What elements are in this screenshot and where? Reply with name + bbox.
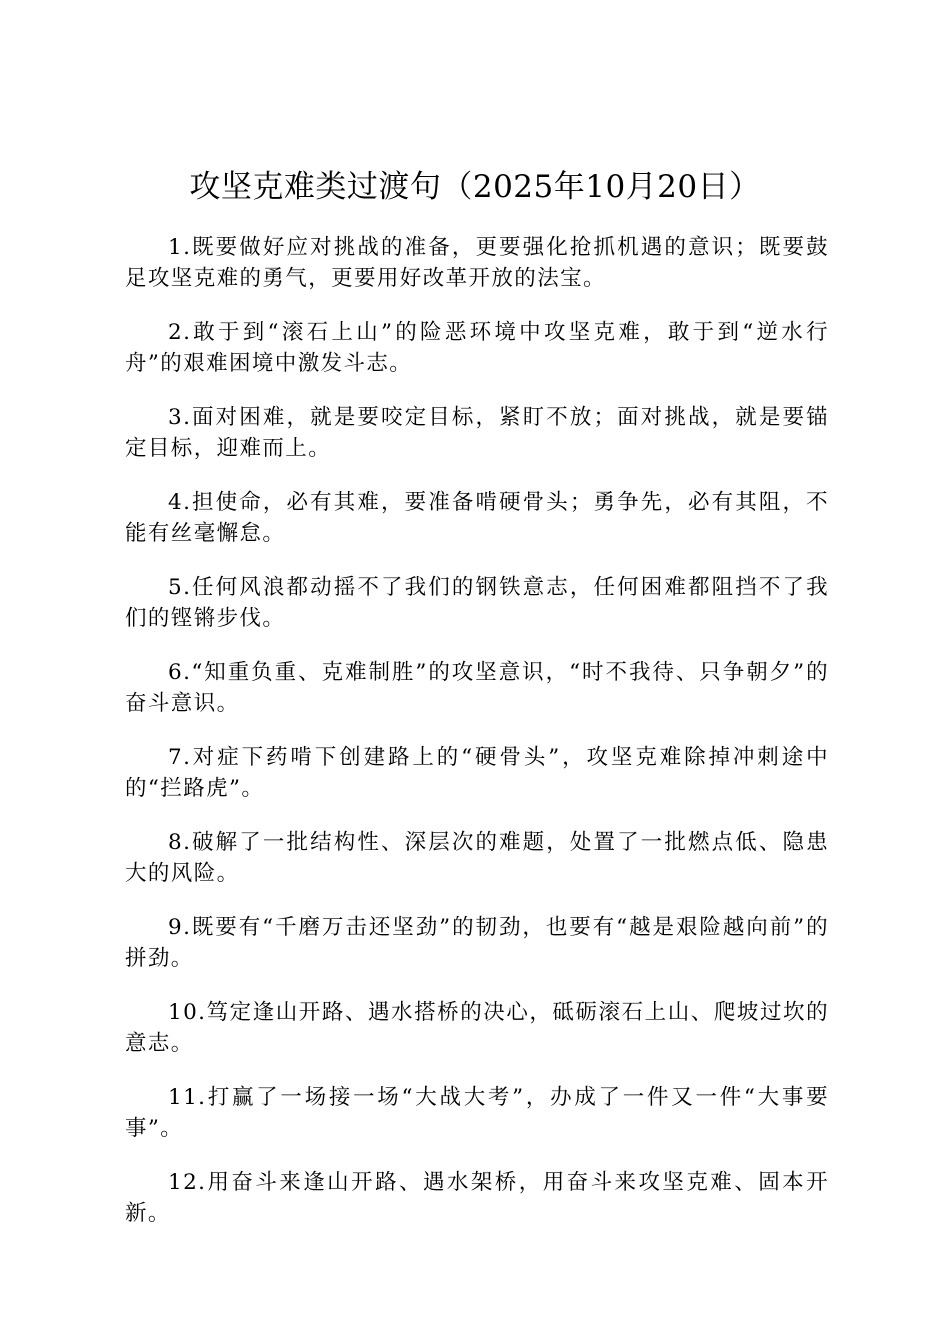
list-item: 3.面对困难，就是要咬定目标，紧盯不放；面对挑战，就是要锚定目标，迎难而上。 [125, 405, 829, 461]
list-item: 4.担使命，必有其难，要准备啃硬骨头；勇争先，必有其阻，不能有丝毫懈怠。 [125, 490, 829, 546]
list-item: 7.对症下药啃下创建路上的“硬骨头”，攻坚克难除掉冲刺途中的“拦路虎”。 [125, 745, 829, 801]
list-item: 11.打赢了一场接一场“大战大考”，办成了一件又一件“大事要事”。 [125, 1085, 829, 1141]
list-item: 2.敢于到“滚石上山”的险恶环境中攻坚克难，敢于到“逆水行舟”的艰难困境中激发斗志。 [125, 320, 829, 376]
document-body [125, 232, 829, 1252]
list-item: 8.破解了一批结构性、深层次的难题，处置了一批燃点低、隐患大的风险。 [125, 830, 829, 886]
list-item: 10.笃定逢山开路、遇水搭桥的决心，砥砺滚石上山、爬坡过坎的意志。 [125, 1000, 829, 1056]
list-item: 5.任何风浪都动摇不了我们的钢铁意志，任何困难都阻挡不了我们的铿锵步伐。 [125, 575, 829, 631]
list-item: 1.既要做好应对挑战的准备，更要强化抢抓机遇的意识；既要鼓足攻坚克难的勇气，更要用好改革开放的法宝。 [125, 235, 829, 291]
document-title: 攻坚克难类过渡句（2025年10月20日） [189, 169, 761, 205]
list-item: 6.“知重负重、克难制胜”的攻坚意识，“时不我待、只争朝夕”的奋斗意识。 [125, 660, 829, 716]
list-item: 12.用奋斗来逢山开路、遇水架桥，用奋斗来攻坚克难、固本开新。 [125, 1170, 829, 1226]
list-item: 9.既要有“千磨万击还坚劲”的韧劲，也要有“越是艰险越向前”的拼劲。 [125, 915, 829, 971]
